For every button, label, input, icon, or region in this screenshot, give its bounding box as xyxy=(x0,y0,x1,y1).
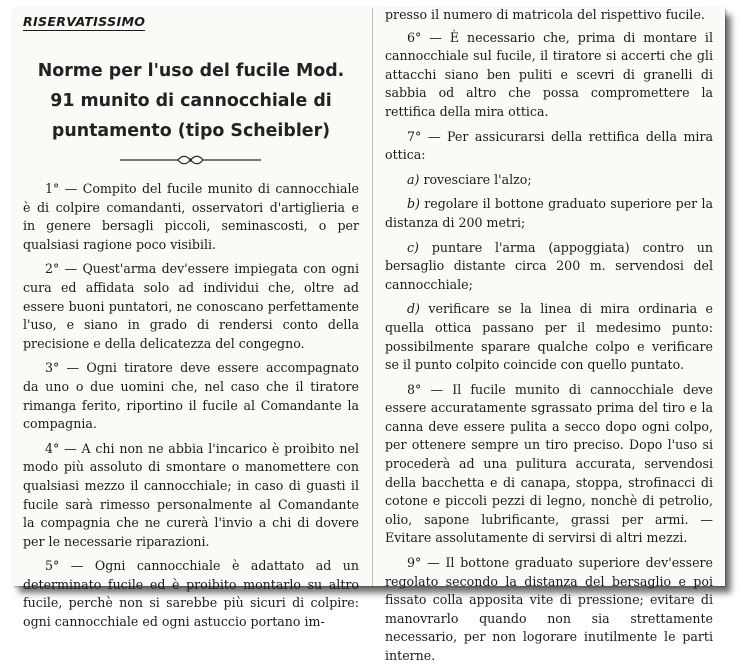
left-column xyxy=(23,180,359,632)
paragraph-2: 2° — Quest'arma dev'essere impiegata con ogni cura ed affidata solo ad individui che, oltre ad essere buoni puntatori, ne conoscano perfettamente l'uso, e siano in grado di rendersi conto della precisione e della delicatezza del congegno. xyxy=(23,261,359,351)
paragraph-7-item-b xyxy=(385,195,713,232)
paragraph-3: 3° — Ogni tiratore deve essere accompagnato da uno o due uomini che, nel caso che il tiratore rimanga ferito, riportino il fucile al Comandante la compagnia. xyxy=(23,360,359,432)
paragraph-7-item-d xyxy=(385,300,713,374)
paragraph-6: 6° — È necessario che, prima di montare il cannocchiale sul fucile, il tiratore si accerti che gli attacchi siano ben puliti e scevri di granelli di sabbia od altro che possa compromettere la rettifica della mira ottica. xyxy=(385,29,713,119)
column-divider xyxy=(372,8,373,586)
paragraph-7-item-c xyxy=(385,239,713,295)
item-d-letter: d) xyxy=(407,301,420,317)
paragraph-9: 9° — Il bottone graduato superiore dev'essere regolato secondo la distanza del bersaglio e poi fissato colla apposita vite di pressione; evitare di manovrarlo quando non sia strettamente necessario, per non logorare inutilmente le parti interne. xyxy=(385,555,713,663)
item-d-text: verificare se la linea di mira ordinaria e quella ottica passano per il medesimo punto: possibilmente sparare qualche colpo e verificare se il punto colpito coincide con quello puntato. xyxy=(385,301,713,373)
item-c-text: puntare l'arma (appoggiata) contro un bersaglio distante circa 200 m. servendosi del cannocchiale; xyxy=(385,239,713,292)
item-a-letter: a) xyxy=(407,171,420,187)
paragraph-1: 1° — Compito del fucile munito di cannocchiale è di colpire comandanti, osservatori d'artiglieria e in genere bersagli piccoli, seminascosti, o per qualsiasi ragione poco visibili. xyxy=(23,181,359,252)
right-column xyxy=(385,6,713,666)
document-title: Norme per l'uso del fucile Mod. 91 munito di cannocchiale di puntamento (tipo Scheibler) xyxy=(37,61,345,141)
title-ornament-divider xyxy=(118,153,263,167)
paragraph-7-item-a xyxy=(385,171,713,190)
paragraph-4: 4° — A chi non ne abbia l'incarico è proibito nel modo più assoluto di smontare o manomettere con qualsiasi mezzo il cannocchiale; in caso di guasti il fucile sarà rimesso personalmente al Comandante la compagnia che ne curerà l'invio a chi di dovere per le necessarie riparazioni. xyxy=(23,440,359,549)
paragraph-5: 5° — Ogni cannocchiale è adattato ad un determinato fucile ed è proibito montarlo su altro fucile, perchè non si sarebbe più sicuri di colpire: ogni cannocchiale ed ogni astuccio portano im- xyxy=(23,558,359,630)
classification-label: RISERVATISSIMO xyxy=(23,14,146,29)
paragraph-8: 8° — Il fucile munito di cannocchiale deve essere accuratamente sgrassato prima del tiro e la canna deve essere pulita a secco dopo ogni colpo, per ottenere sempre un tiro preciso. Dopo l'uso si procederà ad una pulitura accurata, servendosi della bacchetta e di canapa, stoppa, strofinacci di cotone e piccoli pezzi di legno, nonchè di petrolio, olio, sapone lubrificante, grassi per armi. — Evitare assolutamente di servirsi di altri mezzi. xyxy=(385,381,713,546)
paragraph-5-continued: presso il numero di matricola del rispettivo fucile. xyxy=(385,7,705,22)
item-b-text: regolare il bottone graduato superiore per la distanza di 200 metri; xyxy=(385,196,713,230)
item-c-letter: c) xyxy=(407,239,419,255)
item-b-letter: b) xyxy=(407,196,420,212)
document-page xyxy=(13,7,725,663)
item-a-text: rovesciare l'alzo; xyxy=(423,171,532,187)
paragraph-7-intro: 7° — Per assicurarsi della rettifica della mira ottica: xyxy=(385,128,713,163)
